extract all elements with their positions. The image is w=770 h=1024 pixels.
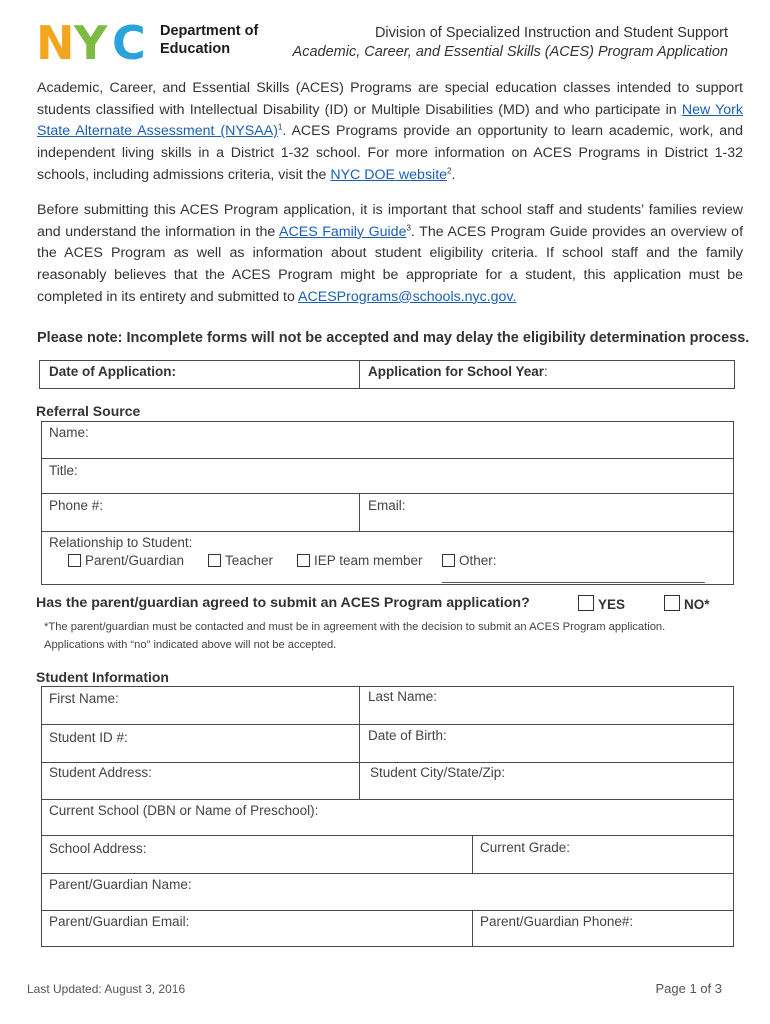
student-city-state-zip-field[interactable]: Student City/State/Zip: [370,765,506,780]
option-label: Teacher [225,553,274,568]
document-header [293,24,728,62]
relationship-option-parent[interactable] [68,553,184,568]
option-label: YES [598,597,626,612]
checkbox-icon[interactable] [68,554,81,567]
relationship-option-teacher[interactable] [208,553,273,568]
footnote-ref-3: 3 [406,222,411,232]
option-label: Parent/Guardian [85,553,185,568]
intro-text: Before submitting this ACES Program application, it is important that school staff and students’ families review and understand the information in the [37,202,743,240]
consent-question: Has the parent/guardian agreed to submit an ACES Program application? [36,595,530,611]
intro-text: . The ACES Program Guide provides an overview of the ACES Program as well as information about student eligibility criteria. If school staff and the family reasonably believes that the ACES Program might be appropriate for a student, this application must be completed in its entirety and submitted to [37,223,744,305]
logo-letter-c: C [112,16,144,70]
intro-text: . ACES Programs provide an opportunity to learn academic, work, and independent living skills in a District 1-32 school. For more information on ACES Programs in District 1-32 schools, including admissions criteria, visit the [37,123,743,183]
nysaa-link[interactable]: New York State Alternate Assessment (NYSAA) [37,101,743,140]
nyc-doe-logo [36,16,268,70]
current-grade-field[interactable]: Current Grade: [480,840,571,855]
referral-email-field[interactable]: Email: [368,498,406,513]
last-updated: Last Updated: August 3, 2016 [27,982,186,996]
consent-footnote-line: Applications with “no” indicated above will not be accepted. [44,639,337,651]
logo-wordmark [160,22,258,58]
nyc-doe-website-link[interactable]: NYC DOE website [330,166,448,183]
page-number: Page 1 of 3 [655,981,722,996]
intro-paragraph-1 [37,78,743,187]
relationship-option-iep[interactable] [297,553,423,568]
parent-phone-field[interactable]: Parent/Guardian Phone#: [480,914,634,929]
program-title: Academic, Career, and Essential Skills (ACES) Program Application [292,44,728,60]
relationship-option-other[interactable] [442,553,733,583]
school-year-colon: : [544,364,548,379]
consent-footnote [44,618,665,654]
current-school-field[interactable]: Current School (DBN or Name of Preschool): [49,803,319,818]
checkbox-icon[interactable] [208,554,221,567]
first-name-field[interactable]: First Name: [49,691,119,706]
relationship-label: Relationship to Student: [49,535,193,550]
logo-dept-line2: Education [160,41,231,57]
intro-text: . [451,166,456,183]
logo-letter-y: Y [74,16,106,70]
school-year-label: Application for School Year [368,364,545,379]
intro-paragraph-2 [37,200,743,309]
referral-source-title: Referral Source [36,403,141,419]
consent-no-option[interactable] [664,595,710,612]
referral-title-field[interactable]: Title: [49,463,78,478]
division-name: Division of Specialized Instruction and Student Support [374,25,728,41]
logo-letter-n: N [36,16,73,70]
student-information-title: Student Information [36,669,169,685]
last-name-field[interactable]: Last Name: [368,689,438,704]
consent-yes-option[interactable] [578,595,625,612]
checkbox-icon[interactable] [297,554,310,567]
option-label: IEP team member [314,553,423,568]
referral-name-field[interactable]: Name: [49,425,89,440]
referral-phone-field[interactable]: Phone #: [49,498,104,513]
application-info-table [39,360,735,389]
student-address-field[interactable]: Student Address: [49,765,152,780]
student-id-field[interactable]: Student ID #: [49,730,128,745]
option-label: Other: ___________________________________ [442,553,705,583]
intro-text: Academic, Career, and Essential Skills (ACES) Programs are special education classes intended to support students classified with Intellectual Disability (ID) or Multiple Disabilities (MD) and who participate in [37,80,743,118]
consent-footnote-line: *The parent/guardian must be contacted and must be in agreement with the decision to submit an ACES Program application. [44,621,666,633]
date-of-application-field[interactable]: Date of Application: [49,364,176,379]
checkbox-icon[interactable] [578,595,594,611]
aces-email-link[interactable]: ACESPrograms@schools.nyc.gov. [298,288,517,305]
option-label: NO* [684,597,710,612]
checkbox-icon[interactable] [664,595,680,611]
school-year-field[interactable] [368,364,548,379]
footnote-ref-1: 1 [277,122,283,132]
logo-dept-line1: Department of [160,23,259,39]
incomplete-forms-note: Please note: Incomplete forms will not be accepted and may delay the eligibility determination process. [37,330,750,346]
referral-source-table [41,421,734,585]
school-address-field[interactable]: School Address: [49,841,147,856]
footnote-ref-2: 2 [447,166,452,176]
checkbox-icon[interactable] [442,554,455,567]
parent-email-field[interactable]: Parent/Guardian Email: [49,914,190,929]
student-information-table [41,686,734,947]
date-of-birth-field[interactable]: Date of Birth: [368,728,447,743]
parent-name-field[interactable]: Parent/Guardian Name: [49,877,192,892]
aces-family-guide-link[interactable]: ACES Family Guide [279,223,407,240]
